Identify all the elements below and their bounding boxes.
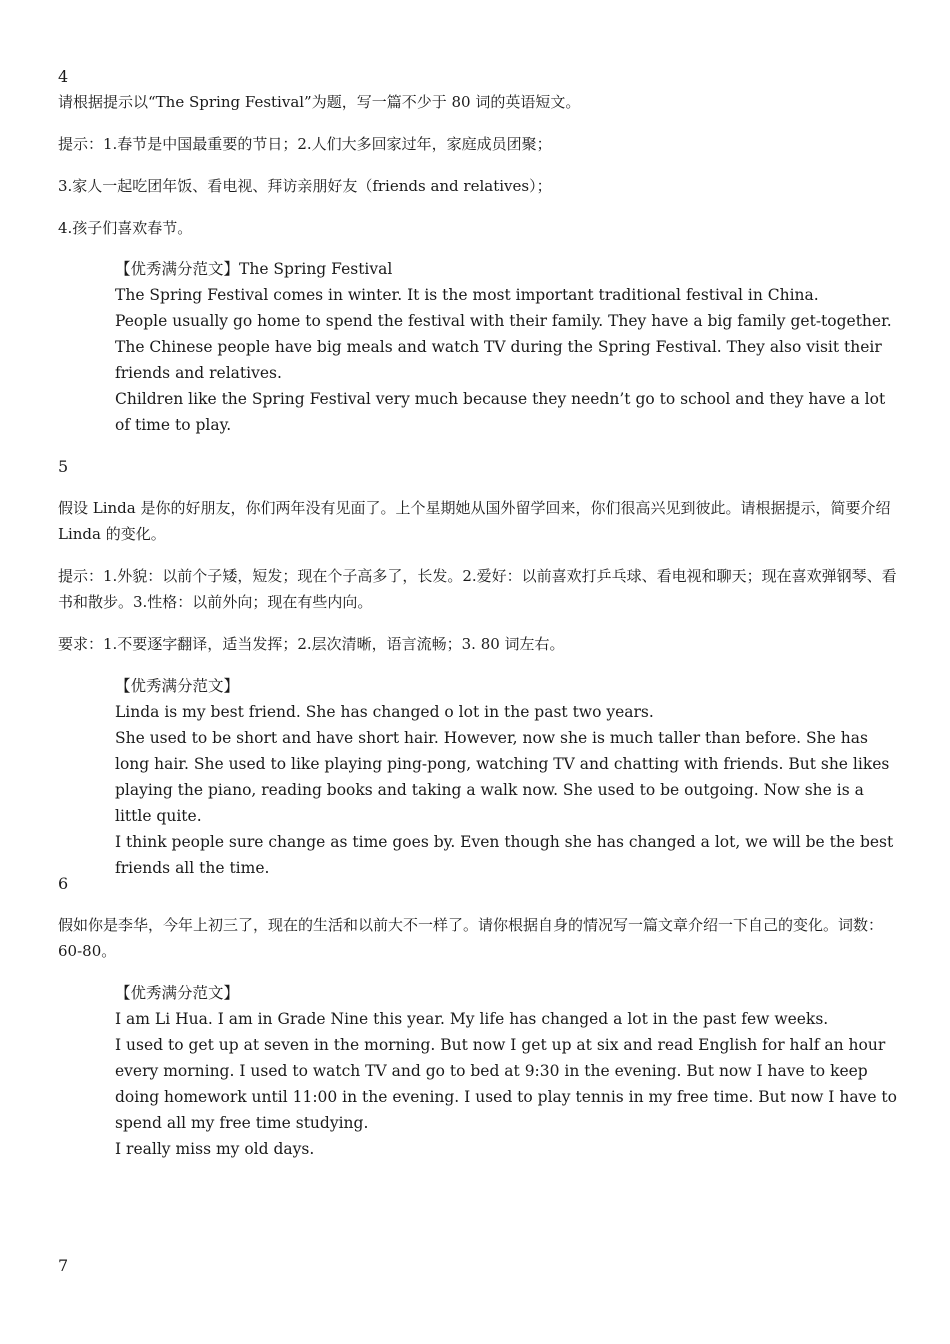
essay-paragraph: I used to get up at seven in the morning. But now I get up at six and read English for half an hour every morning. I used to watch TV and go to bed at 9:30 in the evening. But now I have to keep doing homework until 11:00 in the evening. I used to play tennis in my free time. But now I have to spend all my free time studying. xyxy=(115,1036,897,1132)
question-number-4: 4 xyxy=(58,67,69,86)
essay-paragraph: I am Li Hua. I am in Grade Nine this year. My life has changed a lot in the past few weeks. xyxy=(115,1010,829,1028)
q4-hint-2: 3.家人一起吃团年饭、看电视、拜访亲朋好友（friends and relatives）； xyxy=(58,177,552,195)
question-number-6: 6 xyxy=(58,874,69,893)
question-number-7: 7 xyxy=(58,1256,69,1275)
essay-title: 【优秀满分范文】 xyxy=(115,984,240,1002)
q6-model-essay xyxy=(115,980,905,1162)
essay-paragraph: She used to be short and have short hair. However, now she is much taller than before. She has long hair. She used to like playing ping-pong, watching TV and chatting with friends. But she likes playing the piano, reading books and taking a walk now. She used to be outgoing. Now she is a little quite. xyxy=(115,729,890,825)
q4-hint-3: 4.孩子们喜欢春节。 xyxy=(58,219,193,237)
q6-prompt: 假如你是李华，今年上初三了，现在的生活和以前大不一样了。请你根据自身的情况写一篇文章介绍一下自己的变化。词数：60-80。 xyxy=(58,916,884,960)
essay-paragraph: People usually go home to spend the festival with their family. They have a big family get-together. The Chinese people have big meals and watch TV during the Spring Festival. They also visit their friends and relatives. xyxy=(115,312,892,382)
q5-hint: 提示：1.外貌：以前个子矮，短发；现在个子高多了，长发。2.爱好：以前喜欢打乒乓球、看电视和聊天；现在喜欢弹钢琴、看书和散步。3.性格：以前外向；现在有些内向。 xyxy=(58,567,897,611)
question-number-5: 5 xyxy=(58,457,69,476)
essay-title: 【优秀满分范文】The Spring Festival xyxy=(115,260,393,278)
q5-requirement: 要求：1.不要逐字翻译，适当发挥；2.层次清晰，语言流畅；3. 80 词左右。 xyxy=(58,635,565,653)
q4-model-essay xyxy=(115,256,905,438)
q4-hint-1: 提示：1.春节是中国最重要的节日；2.人们大多回家过年，家庭成员团聚； xyxy=(58,135,552,153)
essay-paragraph: I really miss my old days. xyxy=(115,1140,315,1158)
q5-model-essay xyxy=(115,673,905,881)
essay-paragraph: Linda is my best friend. She has changed o lot in the past two years. xyxy=(115,703,654,721)
essay-paragraph: I think people sure change as time goes by. Even though she has changed a lot, we will be the best friends all the time. xyxy=(115,833,894,877)
essay-paragraph: The Spring Festival comes in winter. It is the most important traditional festival in China. xyxy=(115,286,819,304)
essay-title: 【优秀满分范文】 xyxy=(115,677,240,695)
q5-prompt: 假设 Linda 是你的好朋友，你们两年没有见面了。上个星期她从国外留学回来，你们很高兴见到彼此。请根据提示，简要介绍 Linda 的变化。 xyxy=(58,499,891,543)
essay-paragraph: Children like the Spring Festival very much because they needn’t go to school and they have a lot of time to play. xyxy=(115,390,886,434)
q4-prompt: 请根据提示以“The Spring Festival”为题，写一篇不少于 80 词的英语短文。 xyxy=(58,93,581,111)
